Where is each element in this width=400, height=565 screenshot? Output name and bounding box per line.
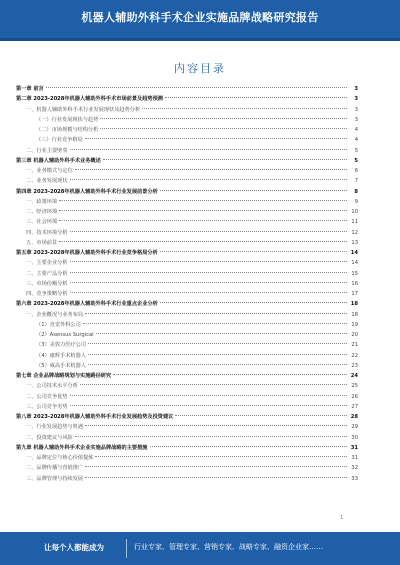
toc-heading: 内容目录 [174,62,226,75]
toc-entry-page: 23 [351,362,358,369]
toc-entry-text: 第五章 2023-2028年机器人辅助外科手术行业竞争格局分析 [16,250,158,256]
dot-leader [100,128,347,129]
dot-leader [88,354,347,355]
dot-leader [59,210,347,211]
toc-entry[interactable] [16,176,358,186]
footer-banner [0,532,400,565]
dot-leader [103,159,347,160]
toc-entry[interactable] [16,412,358,422]
dot-leader [113,374,347,375]
toc-entry-text: 四、技术环境分析 [26,229,68,236]
toc-entry-text: 三、市场份额分析 [26,280,68,287]
dot-leader [88,343,347,344]
dot-leader [70,179,347,180]
toc-entry[interactable] [16,474,358,484]
toc-entry-text: 一、企业概况与业务布局 [26,311,84,318]
toc-entry-page: 25 [351,383,358,390]
dot-leader [142,108,347,109]
dot-leader [165,97,347,98]
toc-entry[interactable] [16,258,358,268]
toc-entry[interactable] [16,197,358,207]
toc-entry-text: 一、品牌定位与核心价值提炼 [26,455,94,461]
toc-entry-text: 二、经济环境 [26,209,58,215]
toc-entry-text: 一、机器人辅助外科手术行业发展现状及趋势分析 [26,106,141,113]
toc-entry-page: 30 [351,434,358,441]
toc-entry[interactable] [16,135,358,145]
toc-entry[interactable] [16,238,358,248]
toc-entry-page: 3 [354,86,358,92]
toc-entry-text: 一、主要企业分析 [26,260,68,267]
toc-entry[interactable] [16,84,358,94]
toc-entry-page: 22 [351,352,358,359]
toc-entry-text: （三）行业竞争格局 [36,137,83,144]
toc-entry-text: 四、竞争策略分析 [26,291,68,297]
toc-entry-text: （4）康辉手术机器人 [36,352,86,359]
dot-leader [70,272,347,273]
dot-leader [70,261,347,262]
toc-entry-page: 7 [354,178,358,185]
toc-entry[interactable] [16,166,358,176]
toc-entry-text: 第七章 企业品牌战略规划与实施路径研究 [16,373,112,379]
toc-entry[interactable] [16,330,358,340]
toc-entry-text: 一、业务模式与定位 [26,168,73,174]
dot-leader [160,251,347,252]
toc-entry[interactable] [16,402,358,412]
toc-entry-text: 一、公司技术水平分析 [26,383,78,390]
toc-entry[interactable] [16,125,358,135]
toc-entry-text: 二、主要产品分析 [26,270,68,277]
dot-leader [70,395,347,396]
toc-entry-text: 二、投资建议与风险 [26,434,73,441]
toc-entry-page: 5 [354,157,358,164]
toc-entry[interactable] [16,422,358,432]
toc-entry-text: 第六章 2023-2028年机器人辅助外科手术行业重点企业分析 [16,301,158,308]
toc-entry[interactable] [16,217,358,227]
toc-entry-page: 33 [351,475,358,482]
table-of-contents [16,84,358,484]
toc-entry-text: 二、行业主要壁垒 [26,147,68,154]
toc-entry-page: 11 [351,219,358,226]
toc-entry[interactable] [16,187,358,197]
toc-entry-page: 10 [351,209,358,215]
dot-leader [100,118,347,119]
page-number: 1 [340,515,344,521]
toc-entry[interactable] [16,433,358,443]
toc-entry[interactable] [16,361,358,371]
footer-tagline: 行业专家、管理专家、营销专家、战略专家、融资企业家…… [134,543,323,551]
toc-entry-page: 15 [351,270,358,277]
toc-entry-page: 16 [351,280,358,287]
toc-entry-text: 三、品牌管理与持续发展 [26,475,84,482]
toc-entry[interactable] [16,94,358,104]
dot-leader [85,313,347,314]
footer-slogan: 让每个人都能成为 [44,543,104,552]
dot-leader [85,477,347,478]
dot-leader [59,220,347,221]
dot-leader [85,425,347,426]
dot-leader [150,446,348,447]
toc-entry-page: 13 [351,239,358,246]
toc-entry-page: 12 [351,229,358,236]
toc-entry-text: （一）行业发展现状与趋势 [36,116,99,123]
toc-entry[interactable] [16,289,358,299]
dot-leader [88,364,347,365]
toc-entry-text: 五、市场前景 [26,239,58,246]
toc-entry-page: 28 [350,414,358,420]
dot-leader [70,149,347,150]
toc-entry-page: 26 [351,393,358,400]
toc-entry-page: 17 [351,291,358,297]
dot-leader [95,456,347,457]
toc-entry[interactable] [16,156,358,166]
toc-entry-text: 第八章 2023-2028年机器人辅助外科手术行业发展趋势及投资建议 [16,414,174,420]
toc-entry-page: 21 [351,342,358,349]
toc-entry[interactable] [16,228,358,238]
dot-leader [96,333,347,334]
toc-entry-page: 31 [351,455,358,461]
toc-entry-page: 3 [354,106,358,113]
toc-entry-text: （1）直觉外科公司 [36,321,81,328]
toc-entry[interactable] [16,351,358,361]
dot-leader [75,436,347,437]
toc-entry[interactable] [16,146,358,156]
toc-entry[interactable] [16,320,358,330]
toc-entry-page: 29 [351,424,358,431]
toc-entry-page: 14 [350,250,358,256]
toc-entry[interactable] [16,310,358,320]
toc-entry[interactable] [16,463,358,473]
dot-leader [160,302,347,303]
toc-entry-page: 31 [350,444,358,451]
toc-entry-text: 第九章 机器人辅助外科手术企业实施品牌战略的主要措施 [16,444,148,451]
dot-leader [59,241,347,242]
dot-leader [175,415,347,416]
toc-entry[interactable] [16,115,358,125]
toc-entry-page: 18 [351,311,358,318]
toc-entry-text: 二、业务发展现状 [26,178,68,185]
toc-entry-text: 第一章 前言 [16,86,44,92]
toc-entry-page: 5 [354,147,358,154]
toc-entry-page: 27 [351,403,358,410]
toc-entry-page: 24 [350,373,358,379]
footer-divider [126,539,127,558]
toc-entry-text: 二、品牌传播与营销推广 [26,465,84,472]
dot-leader [46,87,347,88]
toc-entry-page: 3 [354,96,358,103]
toc-entry-text: （二）市场规模与结构分析 [36,127,99,133]
toc-entry-text: 第四章 2023-2028年机器人辅助外科手术行业发展前景分析 [16,188,158,195]
toc-entry-page: 32 [351,465,358,472]
dot-leader [70,292,347,293]
toc-entry-page: 18 [350,301,358,308]
toc-entry-page: 14 [351,260,358,267]
toc-entry[interactable] [16,207,358,217]
dot-leader [85,138,347,139]
toc-entry-text: （5）威高手术机器人 [36,362,86,369]
report-title: 机器人辅助外科手术企业实施品牌战略研究报告 [81,11,319,24]
toc-entry-page: 4 [354,137,358,144]
dot-leader [85,466,347,467]
toc-entry-text: 一、行业发展趋势与机遇 [26,424,84,431]
dot-leader [70,231,347,232]
toc-entry-text: 第三章 机器人辅助外科手术业务概述 [16,157,101,164]
toc-entry-page: 9 [354,198,358,205]
toc-entry-text: （3）美敦力医疗公司 [36,342,86,349]
toc-entry-text: （2）Asensus Surgical [36,332,94,338]
dot-leader [70,405,347,406]
toc-entry-text: 第二章 2023-2028年机器人辅助外科手术市场前景及趋势预测 [16,96,163,103]
header-banner [0,0,400,41]
toc-entry-text: 三、社会环境 [26,219,58,226]
toc-entry-text: 一、政策环境 [26,198,58,205]
toc-entry[interactable] [16,269,358,279]
toc-entry-text: 三、公司竞争劣势 [26,403,68,410]
toc-entry[interactable] [16,392,358,402]
toc-entry-page: 19 [351,321,358,328]
dot-leader [70,282,347,283]
toc-entry[interactable] [16,381,358,391]
toc-entry-page: 8 [354,188,358,195]
toc-entry[interactable] [16,279,358,289]
toc-entry-page: 3 [354,116,358,123]
toc-entry-page: 20 [351,332,358,338]
toc-entry-text: 二、公司竞争优势 [26,393,68,400]
dot-leader [59,200,347,201]
toc-entry[interactable] [16,443,358,453]
toc-entry[interactable] [16,340,358,350]
toc-entry[interactable] [16,453,358,463]
dot-leader [75,169,347,170]
dot-leader [160,190,347,191]
toc-entry-page: 4 [354,127,358,133]
toc-entry[interactable] [16,248,358,258]
toc-entry[interactable] [16,371,358,381]
toc-entry[interactable] [16,299,358,309]
dot-leader [83,323,347,324]
dot-leader [80,384,347,385]
toc-entry[interactable] [16,105,358,115]
toc-entry-page: 6 [354,168,358,174]
